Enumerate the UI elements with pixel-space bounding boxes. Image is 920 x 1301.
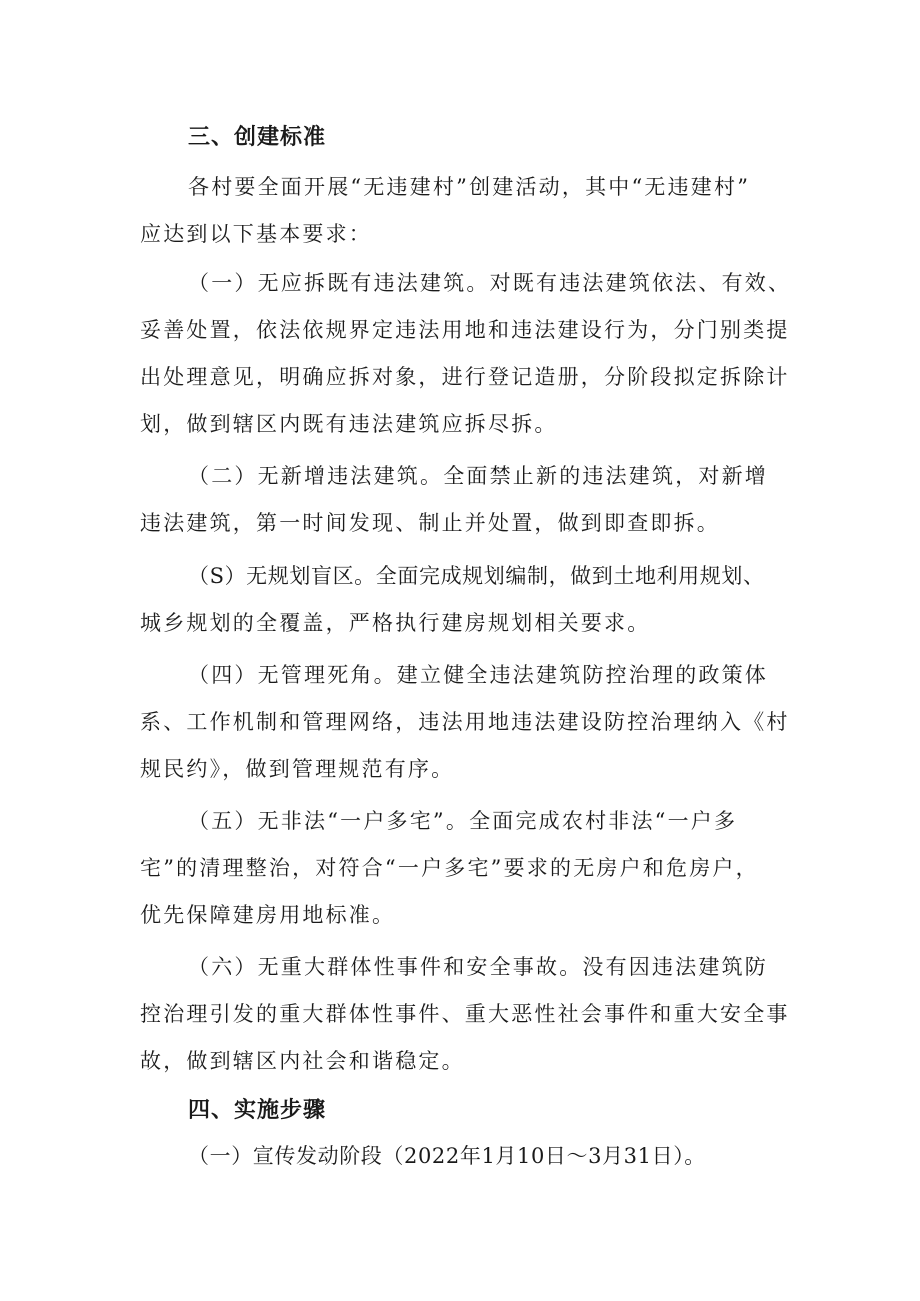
item-2-line: 违法建筑，第一时间发现、制止并处置，做到即查即拆。: [140, 511, 720, 535]
item-2-line: （二）无新增违法建筑。全面禁止新的违法建筑，对新增: [188, 464, 768, 488]
item-5-line: （五）无非法“一户多宅”。全面完成农村非法“一户多: [188, 809, 738, 833]
item-1-line: （一）无应拆既有违法建筑。对既有违法建筑依法、有效、: [188, 271, 792, 295]
item-4-line: 规民约》，做到管理规范有序。: [140, 757, 455, 781]
item-3-line: （S）无规划盲区。全面完成规划编制，做到土地利用规划、: [188, 564, 765, 588]
item-6-line: （六）无重大群体性事件和安全事故。没有因违法建筑防: [188, 955, 768, 979]
item-5-line: 优先保障建房用地标准。: [140, 903, 396, 927]
item-6-line: 控治理引发的重大群体性事件、重大恶性社会事件和重大安全事: [140, 1002, 790, 1026]
item-3-line: 城乡规划的全覆盖，严格执行建房规划相关要求。: [140, 611, 651, 635]
step-1-line: （一）宣传发动阶段（2022年1月10日～3月31日）。: [188, 1144, 706, 1168]
section-3-heading: 三、创建标准: [188, 125, 327, 150]
section-4-heading: 四、实施步骤: [188, 1098, 327, 1123]
item-5-line: 宅”的清理整治，对符合“一户多宅”要求的无房户和危房户，: [140, 856, 759, 880]
intro-line: 各村要全面开展“无违建村”创建活动，其中“无违建村”: [188, 175, 751, 199]
item-6-line: 故，做到辖区内社会和谐稳定。: [140, 1049, 465, 1073]
item-4-line: （四）无管理死角。建立健全违法建筑防控治理的政策体: [188, 663, 768, 687]
item-4-line: 系、工作机制和管理网络，违法用地违法建设防控治理纳入《村: [140, 710, 790, 734]
item-1-line: 出处理意见，明确应拆对象，进行登记造册，分阶段拟定拆除计: [140, 365, 790, 389]
item-1-line: 划，做到辖区内既有违法建筑应拆尽拆。: [140, 412, 558, 436]
item-1-line: 妥善处置，依法依规界定违法用地和违法建设行为，分门别类提: [140, 318, 790, 342]
intro-line: 应达到以下基本要求：: [140, 222, 372, 246]
